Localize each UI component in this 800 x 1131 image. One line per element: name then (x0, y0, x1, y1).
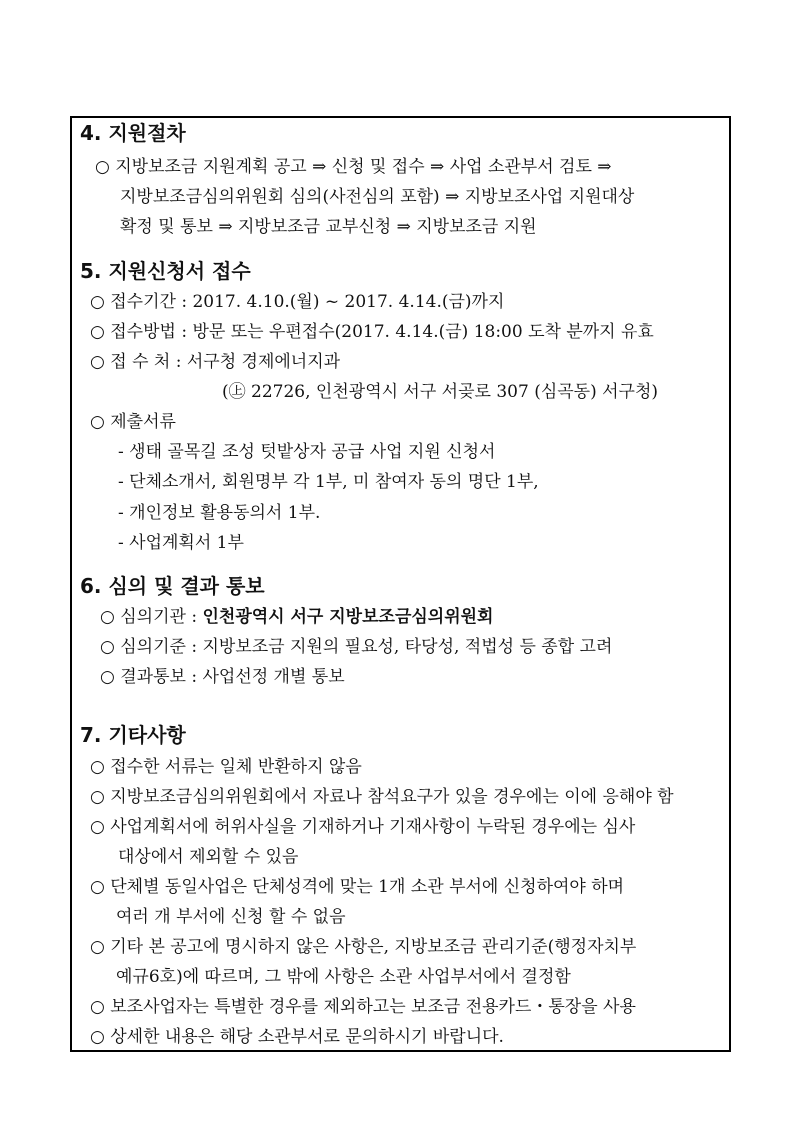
section-7-title: 7. 기타사항 (80, 723, 186, 747)
section-6-item-value: 지방보조금 지원의 필요성, 타당성, 적법성 등 종합 고려 (202, 637, 613, 657)
section-6-item-value: 사업선정 개별 통보 (202, 667, 345, 687)
section-6-item-label: ○ 결과통보 : (100, 667, 203, 687)
section-7-line: ○ 접수한 서류는 일체 반환하지 않음 (90, 757, 362, 777)
section-6-item-label: ○ 심의기준 : (100, 637, 203, 657)
section-6-item-value: 인천광역시 서구 지방보조금심의위원회 (202, 607, 494, 627)
section-4-line: 확정 및 통보 ⇒ 지방보조금 교부신청 ⇒ 지방보조금 지원 (120, 217, 537, 237)
section-6-item (100, 666, 345, 688)
section-6-item (100, 606, 493, 628)
section-7-line: ○ 사업계획서에 허위사실을 기재하거나 기재사항이 누락된 경우에는 심사 (90, 817, 636, 837)
section-4-line: 지방보조금심의위원회 심의(사전심의 포함) ⇒ 지방보조사업 지원대상 (120, 187, 635, 207)
section-7-line: ○ 단체별 동일사업은 단체성격에 맞는 1개 소관 부서에 신청하여야 하며 (90, 877, 625, 897)
section-7-line: 여러 개 부서에 신청 할 수 없음 (116, 907, 346, 927)
section-7-line: ○ 상세한 내용은 해당 소관부서로 문의하시기 바랍니다. (90, 1027, 504, 1047)
section-7-line: ○ 기타 본 공고에 명시하지 않은 사항은, 지방보조금 관리기준(행정자치부 (90, 937, 637, 957)
section-4-title: 4. 지원절차 (80, 121, 186, 145)
section-5-line: ○ 접수기간 : 2017. 4.10.(월) ~ 2017. 4.14.(금)까지 (90, 292, 505, 312)
section-7-line: ○ 보조사업자는 특별한 경우를 제외하고는 보조금 전용카드・통장을 사용 (90, 997, 636, 1017)
section-5-line: ○ 접 수 처 : 서구청 경제에너지과 (90, 352, 341, 372)
section-5-title: 5. 지원신청서 접수 (80, 259, 251, 283)
section-5-line: - 개인정보 활용동의서 1부. (118, 503, 321, 523)
section-5-line: - 생태 골목길 조성 텃밭상자 공급 사업 지원 신청서 (118, 442, 496, 462)
section-6-item-label: ○ 심의기관 : (100, 607, 203, 627)
section-7-line: ○ 지방보조금심의위원회에서 자료나 참석요구가 있을 경우에는 이에 응해야 함 (90, 787, 674, 807)
section-6-item (100, 636, 612, 658)
section-6-title: 6. 심의 및 결과 통보 (80, 574, 265, 598)
section-7-line: 예규6호)에 따르며, 그 밖에 사항은 소관 사업부서에서 결정함 (116, 967, 571, 987)
section-5-line: - 사업계획서 1부 (118, 533, 244, 553)
section-4-line: ○ 지방보조금 지원계획 공고 ⇒ 신청 및 접수 ⇒ 사업 소관부서 검토 ⇒ (95, 157, 612, 177)
section-5-line: (㊤ 22726, 인천광역시 서구 서곶로 307 (심곡동) 서구청) (222, 382, 659, 402)
section-5-line: - 단체소개서, 회원명부 각 1부, 미 참여자 동의 명단 1부, (118, 472, 539, 492)
section-5-line: ○ 제출서류 (90, 412, 176, 432)
section-7-line: 대상에서 제외할 수 있음 (118, 847, 299, 867)
section-5-line: ○ 접수방법 : 방문 또는 우편접수(2017. 4.14.(금) 18:00 도착 분까지 유효 (90, 322, 654, 342)
